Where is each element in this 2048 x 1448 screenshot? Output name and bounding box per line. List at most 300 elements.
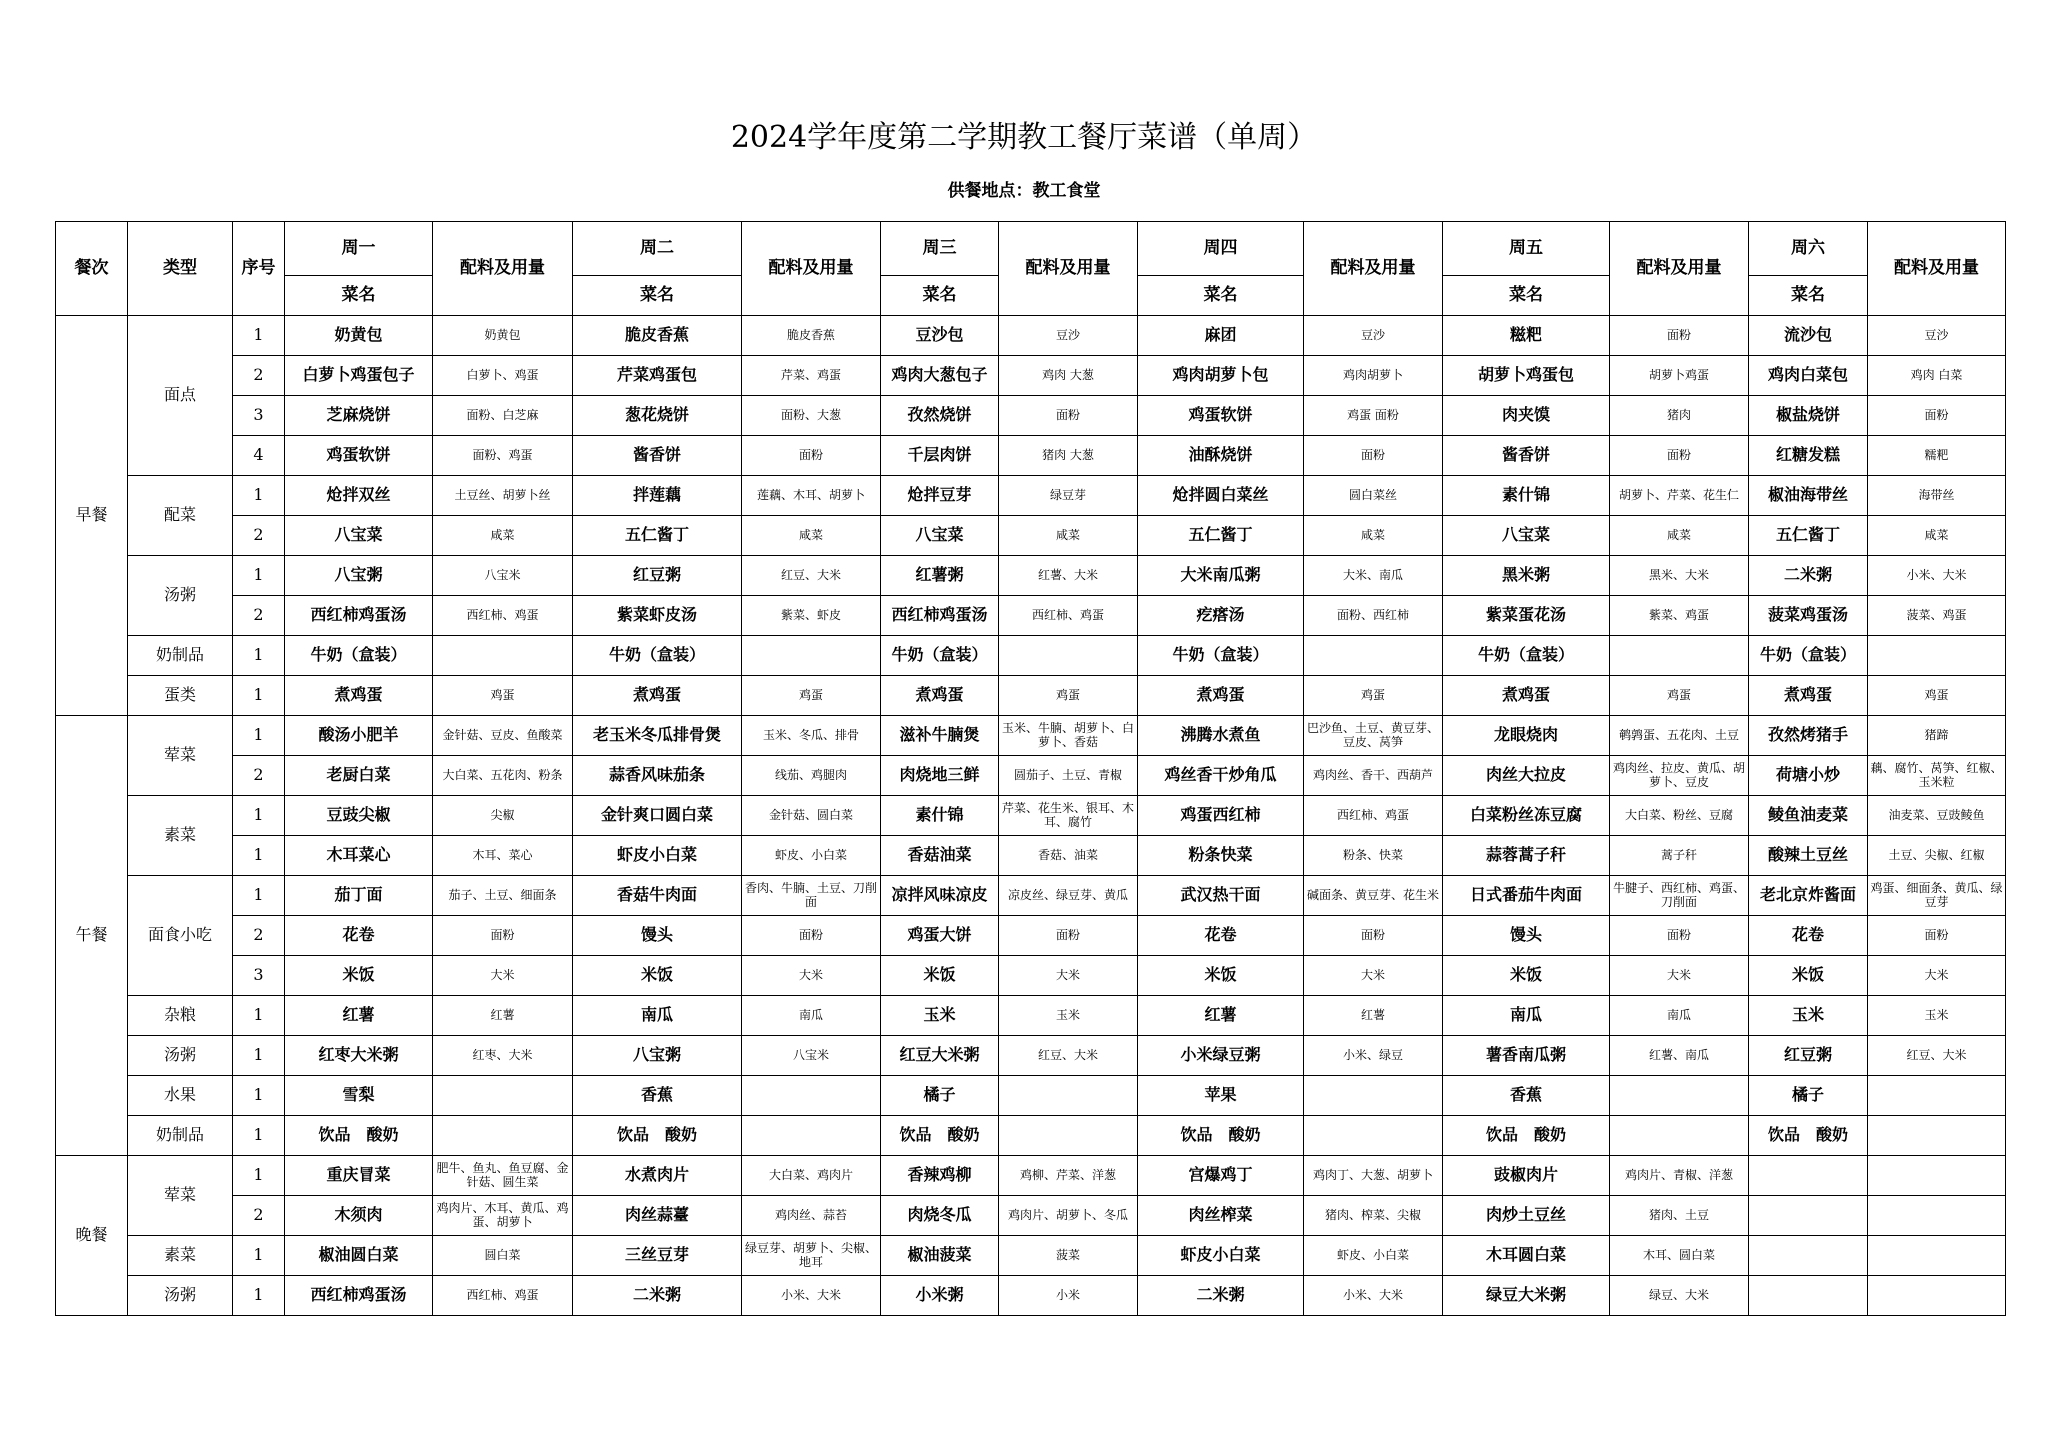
seq-cell: 1 (233, 316, 285, 356)
ingredients-cell: 胡萝卜鸡蛋 (1610, 356, 1749, 396)
dish-name-cell: 鸡蛋大饼 (881, 916, 999, 956)
table-row (56, 996, 2006, 1036)
ingredients-cell: 油麦菜、豆豉鲮鱼 (1868, 796, 2006, 836)
ingredients-cell: 大米 (1868, 956, 2006, 996)
ingredients-cell: 脆皮香蕉 (742, 316, 881, 356)
ingredients-cell: 鸡肉片、胡萝卜、冬瓜 (999, 1196, 1138, 1236)
table-row (56, 1036, 2006, 1076)
dish-name-cell: 煮鸡蛋 (881, 676, 999, 716)
dish-name-cell: 炝拌豆芽 (881, 476, 999, 516)
seq-cell: 2 (233, 1196, 285, 1236)
dish-name-cell: 八宝菜 (1443, 516, 1610, 556)
ingredients-cell: 奶黄包 (433, 316, 573, 356)
dish-name-cell: 煮鸡蛋 (1443, 676, 1610, 716)
page-title: 2024学年度第二学期教工餐厅菜谱（单周） (730, 120, 1318, 155)
ingredients-cell (999, 636, 1138, 676)
dish-name-cell: 肉炒土豆丝 (1443, 1196, 1610, 1236)
ingredients-cell: 大米 (433, 956, 573, 996)
ingredients-cell: 咸菜 (742, 516, 881, 556)
dish-name-cell: 西红柿鸡蛋汤 (881, 596, 999, 636)
dish-name-cell: 油酥烧饼 (1138, 436, 1304, 476)
dish-name-cell: 牛奶（盒装） (1443, 636, 1610, 676)
ingredients-cell (742, 1116, 881, 1156)
dish-name-cell: 牛奶（盒装） (285, 636, 433, 676)
dish-name-cell: 小米粥 (881, 1276, 999, 1316)
dish-name-cell: 木耳菜心 (285, 836, 433, 876)
seq-cell: 1 (233, 1236, 285, 1276)
dish-name-cell: 饮品 酸奶 (1749, 1116, 1868, 1156)
ingredients-cell: 面粉 (1610, 916, 1749, 956)
ingredients-cell: 巴沙鱼、土豆、黄豆芽、豆皮、莴笋 (1304, 716, 1443, 756)
dish-name-cell: 凉拌风味凉皮 (881, 876, 999, 916)
ingredients-cell: 面粉 (742, 916, 881, 956)
seq-cell: 3 (233, 956, 285, 996)
seq-cell: 1 (233, 1276, 285, 1316)
dish-name-cell: 八宝菜 (285, 516, 433, 556)
ingredients-cell: 莲藕、木耳、胡萝卜 (742, 476, 881, 516)
dish-name-cell: 米饭 (881, 956, 999, 996)
ingredients-cell: 鸡肉丝、拉皮、黄瓜、胡萝卜、豆皮 (1610, 756, 1749, 796)
header-dish-name: 菜名 (1138, 276, 1304, 316)
table-row (56, 1236, 2006, 1276)
ingredients-cell (999, 1076, 1138, 1116)
dish-name-cell: 鸡蛋软饼 (285, 436, 433, 476)
dish-name-cell: 红豆粥 (573, 556, 742, 596)
ingredients-cell: 猪肉 (1610, 396, 1749, 436)
ingredients-cell: 咸菜 (433, 516, 573, 556)
ingredients-cell: 鸡蛋 (742, 676, 881, 716)
dish-name-cell: 饮品 酸奶 (573, 1116, 742, 1156)
dish-name-cell: 紫菜蛋花汤 (1443, 596, 1610, 636)
ingredients-cell: 绿豆芽 (999, 476, 1138, 516)
dish-name-cell: 沸腾水煮鱼 (1138, 716, 1304, 756)
ingredients-cell: 面粉、大葱 (742, 396, 881, 436)
ingredients-cell: 蒿子秆 (1610, 836, 1749, 876)
dish-name-cell: 武汉热干面 (1138, 876, 1304, 916)
dish-name-cell: 香蕉 (573, 1076, 742, 1116)
ingredients-cell: 鸡肉片、木耳、黄瓜、鸡蛋、胡萝卜 (433, 1196, 573, 1236)
ingredients-cell: 鸡肉丝、香干、西葫芦 (1304, 756, 1443, 796)
dish-name-cell: 玉米 (1749, 996, 1868, 1036)
ingredients-cell: 面粉 (1868, 916, 2006, 956)
dish-name-cell: 煮鸡蛋 (573, 676, 742, 716)
ingredients-cell: 红薯、大米 (999, 556, 1138, 596)
header-ingredients: 配料及用量 (1304, 222, 1443, 316)
table-row (56, 396, 2006, 436)
dish-name-cell: 牛奶（盒装） (881, 636, 999, 676)
ingredients-cell: 糯粑 (1868, 436, 2006, 476)
ingredients-cell: 鸡肉 白菜 (1868, 356, 2006, 396)
seq-cell: 2 (233, 356, 285, 396)
dish-name-cell: 老厨白菜 (285, 756, 433, 796)
dish-name-cell: 雪梨 (285, 1076, 433, 1116)
dish-name-cell: 水煮肉片 (573, 1156, 742, 1196)
dish-name-cell: 米饭 (285, 956, 433, 996)
ingredients-cell: 黑米、大米 (1610, 556, 1749, 596)
ingredients-cell: 面粉 (1868, 396, 2006, 436)
ingredients-cell (433, 1116, 573, 1156)
dish-name-cell: 馒头 (1443, 916, 1610, 956)
type-cell: 素菜 (128, 796, 233, 876)
dish-name-cell: 老北京炸酱面 (1749, 876, 1868, 916)
seq-cell: 1 (233, 836, 285, 876)
dish-name-cell: 饮品 酸奶 (1443, 1116, 1610, 1156)
ingredients-cell: 玉米 (999, 996, 1138, 1036)
ingredients-cell (1304, 1076, 1443, 1116)
dish-name-cell: 流沙包 (1749, 316, 1868, 356)
dish-name-cell: 糍粑 (1443, 316, 1610, 356)
dish-name-cell: 五仁酱丁 (1138, 516, 1304, 556)
ingredients-cell (1868, 1116, 2006, 1156)
dish-name-cell: 西红柿鸡蛋汤 (285, 1276, 433, 1316)
header-dish-name: 菜名 (881, 276, 999, 316)
ingredients-cell: 红薯 (433, 996, 573, 1036)
ingredients-cell: 圆白菜 (433, 1236, 573, 1276)
dish-name-cell: 炝拌双丝 (285, 476, 433, 516)
dish-name-cell: 香菇油菜 (881, 836, 999, 876)
dish-name-cell: 五仁酱丁 (1749, 516, 1868, 556)
ingredients-cell: 猪肉、土豆 (1610, 1196, 1749, 1236)
ingredients-cell: 猪肉 大葱 (999, 436, 1138, 476)
seq-cell: 3 (233, 396, 285, 436)
ingredients-cell: 金针菇、圆白菜 (742, 796, 881, 836)
dish-name-cell: 酸辣土豆丝 (1749, 836, 1868, 876)
dish-name-cell: 八宝菜 (881, 516, 999, 556)
dish-name-cell: 鸡肉胡萝卜包 (1138, 356, 1304, 396)
dish-name-cell: 滋补牛腩煲 (881, 716, 999, 756)
ingredients-cell: 小米、大米 (742, 1276, 881, 1316)
ingredients-cell: 芹菜、花生米、银耳、木耳、腐竹 (999, 796, 1138, 836)
dish-name-cell: 香蕉 (1443, 1076, 1610, 1116)
ingredients-cell: 绿豆芽、胡萝卜、尖椒、地耳 (742, 1236, 881, 1276)
ingredients-cell: 咸菜 (1610, 516, 1749, 556)
dish-name-cell: 紫菜虾皮汤 (573, 596, 742, 636)
dish-name-cell: 酱香饼 (573, 436, 742, 476)
ingredients-cell: 玉米、冬瓜、排骨 (742, 716, 881, 756)
dish-name-cell: 二米粥 (1749, 556, 1868, 596)
ingredients-cell: 鸡蛋 (1868, 676, 2006, 716)
ingredients-cell: 虾皮、小白菜 (1304, 1236, 1443, 1276)
header-ingredients: 配料及用量 (1610, 222, 1749, 316)
ingredients-cell: 线茄、鸡腿肉 (742, 756, 881, 796)
dish-name-cell: 椒油菠菜 (881, 1236, 999, 1276)
dish-name-cell: 鸡蛋西红柿 (1138, 796, 1304, 836)
header-day: 周二 (573, 222, 742, 276)
ingredients-cell: 大白菜、粉丝、豆腐 (1610, 796, 1749, 836)
dish-name-cell: 花卷 (1138, 916, 1304, 956)
dish-name-cell: 黑米粥 (1443, 556, 1610, 596)
ingredients-cell: 土豆丝、胡萝卜丝 (433, 476, 573, 516)
table-row (56, 636, 2006, 676)
dish-name-cell: 日式番茄牛肉面 (1443, 876, 1610, 916)
ingredients-cell: 粉条、快菜 (1304, 836, 1443, 876)
table-row (56, 356, 2006, 396)
ingredients-cell: 小米、大米 (1868, 556, 2006, 596)
type-cell: 素菜 (128, 1236, 233, 1276)
ingredients-cell: 大白菜、五花肉、粉条 (433, 756, 573, 796)
ingredients-cell: 鸡肉片、青椒、洋葱 (1610, 1156, 1749, 1196)
type-cell: 奶制品 (128, 636, 233, 676)
dish-name-cell: 虾皮小白菜 (1138, 1236, 1304, 1276)
dish-name-cell: 五仁酱丁 (573, 516, 742, 556)
ingredients-cell (742, 1076, 881, 1116)
seq-cell: 1 (233, 1156, 285, 1196)
header-type: 类型 (128, 222, 233, 316)
dish-name-cell: 芝麻烧饼 (285, 396, 433, 436)
ingredients-cell (433, 636, 573, 676)
ingredients-cell: 金针菇、豆皮、鱼酸菜 (433, 716, 573, 756)
ingredients-cell: 土豆、尖椒、红椒 (1868, 836, 2006, 876)
ingredients-cell: 鸡蛋 (433, 676, 573, 716)
ingredients-cell: 豆沙 (999, 316, 1138, 356)
dish-name-cell: 拌莲藕 (573, 476, 742, 516)
ingredients-cell: 面粉、白芝麻 (433, 396, 573, 436)
header-dish-name: 菜名 (285, 276, 433, 316)
ingredients-cell: 面粉、西红柿 (1304, 596, 1443, 636)
ingredients-cell: 咸菜 (1304, 516, 1443, 556)
header-day: 周三 (881, 222, 999, 276)
table-row (56, 436, 2006, 476)
ingredients-cell: 面粉 (999, 916, 1138, 956)
dish-name-cell: 橘子 (1749, 1076, 1868, 1116)
ingredients-cell: 鸡肉丝、蒜苔 (742, 1196, 881, 1236)
table-row (56, 676, 2006, 716)
table-row (56, 716, 2006, 756)
dish-name-cell: 葱花烧饼 (573, 396, 742, 436)
ingredients-cell (1868, 1196, 2006, 1236)
type-cell: 荤菜 (128, 716, 233, 796)
ingredients-cell: 红豆、大米 (999, 1036, 1138, 1076)
ingredients-cell: 西红柿、鸡蛋 (433, 596, 573, 636)
seq-cell: 1 (233, 636, 285, 676)
ingredients-cell: 八宝米 (742, 1036, 881, 1076)
dish-name-cell: 千层肉饼 (881, 436, 999, 476)
dish-name-cell: 米饭 (573, 956, 742, 996)
ingredients-cell (1868, 636, 2006, 676)
dish-name-cell: 花卷 (285, 916, 433, 956)
meal-cell: 早餐 (56, 316, 128, 716)
dish-name-cell: 鸡蛋软饼 (1138, 396, 1304, 436)
dish-name-cell: 疙瘩汤 (1138, 596, 1304, 636)
ingredients-cell: 玉米、牛腩、胡萝卜、白萝卜、香菇 (999, 716, 1138, 756)
dish-name-cell: 南瓜 (573, 996, 742, 1036)
dish-name-cell: 二米粥 (1138, 1276, 1304, 1316)
table-row (56, 516, 2006, 556)
dish-name-cell: 南瓜 (1443, 996, 1610, 1036)
dish-name-cell: 牛奶（盒装） (1749, 636, 1868, 676)
dish-name-cell: 大米南瓜粥 (1138, 556, 1304, 596)
dish-name-cell (1749, 1276, 1868, 1316)
header-day: 周五 (1443, 222, 1610, 276)
ingredients-cell: 大白菜、鸡肉片 (742, 1156, 881, 1196)
ingredients-cell: 面粉、鸡蛋 (433, 436, 573, 476)
dish-name-cell: 牛奶（盒装） (573, 636, 742, 676)
dish-name-cell: 饮品 酸奶 (881, 1116, 999, 1156)
type-cell: 蛋类 (128, 676, 233, 716)
table-row (56, 1196, 2006, 1236)
header-dish-name: 菜名 (1749, 276, 1868, 316)
dish-name-cell: 玉米 (881, 996, 999, 1036)
dish-name-cell: 芹菜鸡蛋包 (573, 356, 742, 396)
ingredients-cell (1868, 1276, 2006, 1316)
ingredients-cell: 大米 (999, 956, 1138, 996)
dish-name-cell: 橘子 (881, 1076, 999, 1116)
dish-name-cell: 蒜蓉蒿子秆 (1443, 836, 1610, 876)
ingredients-cell: 红薯、南瓜 (1610, 1036, 1749, 1076)
dish-name-cell: 八宝粥 (285, 556, 433, 596)
ingredients-cell: 牛腱子、西红柿、鸡蛋、刀削面 (1610, 876, 1749, 916)
type-cell: 水果 (128, 1076, 233, 1116)
dish-name-cell: 煮鸡蛋 (1749, 676, 1868, 716)
ingredients-cell: 南瓜 (742, 996, 881, 1036)
table-row (56, 1276, 2006, 1316)
ingredients-cell: 面粉 (433, 916, 573, 956)
dish-name-cell: 荷塘小炒 (1749, 756, 1868, 796)
ingredients-cell: 虾皮、小白菜 (742, 836, 881, 876)
ingredients-cell: 木耳、菜心 (433, 836, 573, 876)
dish-name-cell: 肉丝蒜薹 (573, 1196, 742, 1236)
ingredients-cell: 面粉 (1610, 436, 1749, 476)
dish-name-cell: 肉丝榨菜 (1138, 1196, 1304, 1236)
ingredients-cell: 海带丝 (1868, 476, 2006, 516)
table-row (56, 316, 2006, 356)
table-header (56, 222, 2006, 316)
ingredients-cell: 肥牛、鱼丸、鱼豆腐、金针菇、圆生菜 (433, 1156, 573, 1196)
dish-name-cell: 红薯 (285, 996, 433, 1036)
ingredients-cell: 木耳、圆白菜 (1610, 1236, 1749, 1276)
seq-cell: 2 (233, 596, 285, 636)
dish-name-cell: 绿豆大米粥 (1443, 1276, 1610, 1316)
dish-name-cell: 八宝粥 (573, 1036, 742, 1076)
type-cell: 奶制品 (128, 1116, 233, 1156)
header-ingredients: 配料及用量 (433, 222, 573, 316)
ingredients-cell: 藕、腐竹、莴笋、红椒、玉米粒 (1868, 756, 2006, 796)
ingredients-cell: 玉米 (1868, 996, 2006, 1036)
dish-name-cell: 红薯粥 (881, 556, 999, 596)
header-day: 周六 (1749, 222, 1868, 276)
seq-cell: 1 (233, 876, 285, 916)
dish-name-cell: 素什锦 (1443, 476, 1610, 516)
table-row (56, 756, 2006, 796)
seq-cell: 1 (233, 1076, 285, 1116)
ingredients-cell: 鸡肉胡萝卜 (1304, 356, 1443, 396)
ingredients-cell: 尖椒 (433, 796, 573, 836)
ingredients-cell: 西红柿、鸡蛋 (999, 596, 1138, 636)
dish-name-cell: 薯香南瓜粥 (1443, 1036, 1610, 1076)
ingredients-cell: 鸡肉丁、大葱、胡萝卜 (1304, 1156, 1443, 1196)
ingredients-cell (1610, 636, 1749, 676)
ingredients-cell: 圆茄子、土豆、青椒 (999, 756, 1138, 796)
ingredients-cell: 西红柿、鸡蛋 (433, 1276, 573, 1316)
type-cell: 汤粥 (128, 1276, 233, 1316)
dish-name-cell: 孜然烤猪手 (1749, 716, 1868, 756)
dish-name-cell: 红枣大米粥 (285, 1036, 433, 1076)
ingredients-cell: 紫菜、虾皮 (742, 596, 881, 636)
dish-name-cell: 白菜粉丝冻豆腐 (1443, 796, 1610, 836)
dish-name-cell: 煮鸡蛋 (1138, 676, 1304, 716)
table-row (56, 556, 2006, 596)
ingredients-cell: 小米 (999, 1276, 1138, 1316)
dish-name-cell: 木耳圆白菜 (1443, 1236, 1610, 1276)
dish-name-cell: 肉丝大拉皮 (1443, 756, 1610, 796)
ingredients-cell: 小米、绿豆 (1304, 1036, 1443, 1076)
ingredients-cell (742, 636, 881, 676)
dish-name-cell (1749, 1156, 1868, 1196)
dish-name-cell: 红糖发糕 (1749, 436, 1868, 476)
ingredients-cell: 小米、大米 (1304, 1276, 1443, 1316)
table-row (56, 836, 2006, 876)
dish-name-cell: 蒜香风味茄条 (573, 756, 742, 796)
ingredients-cell: 豆沙 (1868, 316, 2006, 356)
ingredients-cell: 南瓜 (1610, 996, 1749, 1036)
ingredients-cell (1610, 1076, 1749, 1116)
dish-name-cell: 豉椒肉片 (1443, 1156, 1610, 1196)
ingredients-cell: 面粉 (999, 396, 1138, 436)
menu-table (55, 221, 2006, 1316)
dish-name-cell: 西红柿鸡蛋汤 (285, 596, 433, 636)
header-day: 周一 (285, 222, 433, 276)
dish-name-cell: 脆皮香蕉 (573, 316, 742, 356)
dish-name-cell: 白萝卜鸡蛋包子 (285, 356, 433, 396)
header-dish-name: 菜名 (1443, 276, 1610, 316)
ingredients-cell: 鸡蛋 面粉 (1304, 396, 1443, 436)
table-row (56, 796, 2006, 836)
dish-name-cell: 花卷 (1749, 916, 1868, 956)
dish-name-cell: 小米绿豆粥 (1138, 1036, 1304, 1076)
table-body (56, 316, 2006, 1316)
seq-cell: 1 (233, 1036, 285, 1076)
header-ingredients: 配料及用量 (742, 222, 881, 316)
dish-name-cell: 虾皮小白菜 (573, 836, 742, 876)
ingredients-cell: 芹菜、鸡蛋 (742, 356, 881, 396)
table-row (56, 1156, 2006, 1196)
ingredients-cell (1304, 1116, 1443, 1156)
table-row (56, 956, 2006, 996)
ingredients-cell: 茄子、土豆、细面条 (433, 876, 573, 916)
dish-name-cell: 香辣鸡柳 (881, 1156, 999, 1196)
dish-name-cell: 二米粥 (573, 1276, 742, 1316)
dish-name-cell: 牛奶（盒装） (1138, 636, 1304, 676)
dish-name-cell: 红豆大米粥 (881, 1036, 999, 1076)
ingredients-cell: 鸡肉 大葱 (999, 356, 1138, 396)
seq-cell: 1 (233, 716, 285, 756)
header-ingredients: 配料及用量 (999, 222, 1138, 316)
ingredients-cell: 面粉 (1304, 916, 1443, 956)
dish-name-cell: 素什锦 (881, 796, 999, 836)
dish-name-cell: 菠菜鸡蛋汤 (1749, 596, 1868, 636)
dish-name-cell: 红薯 (1138, 996, 1304, 1036)
ingredients-cell: 碱面条、黄豆芽、花生米 (1304, 876, 1443, 916)
dish-name-cell: 豆豉尖椒 (285, 796, 433, 836)
ingredients-cell: 红枣、大米 (433, 1036, 573, 1076)
dish-name-cell: 金针爽口圆白菜 (573, 796, 742, 836)
type-cell: 面食小吃 (128, 876, 233, 996)
ingredients-cell: 红薯 (1304, 996, 1443, 1036)
dish-name-cell: 炝拌圆白菜丝 (1138, 476, 1304, 516)
table-row (56, 1116, 2006, 1156)
seq-cell: 1 (233, 796, 285, 836)
type-cell: 荤菜 (128, 1156, 233, 1236)
dish-name-cell: 麻团 (1138, 316, 1304, 356)
dish-name-cell: 煮鸡蛋 (285, 676, 433, 716)
dish-name-cell: 重庆冒菜 (285, 1156, 433, 1196)
ingredients-cell: 面粉 (1610, 316, 1749, 356)
dish-name-cell: 饮品 酸奶 (285, 1116, 433, 1156)
dish-name-cell: 豆沙包 (881, 316, 999, 356)
table-row (56, 876, 2006, 916)
ingredients-cell: 香菇、油菜 (999, 836, 1138, 876)
ingredients-cell: 红豆、大米 (742, 556, 881, 596)
